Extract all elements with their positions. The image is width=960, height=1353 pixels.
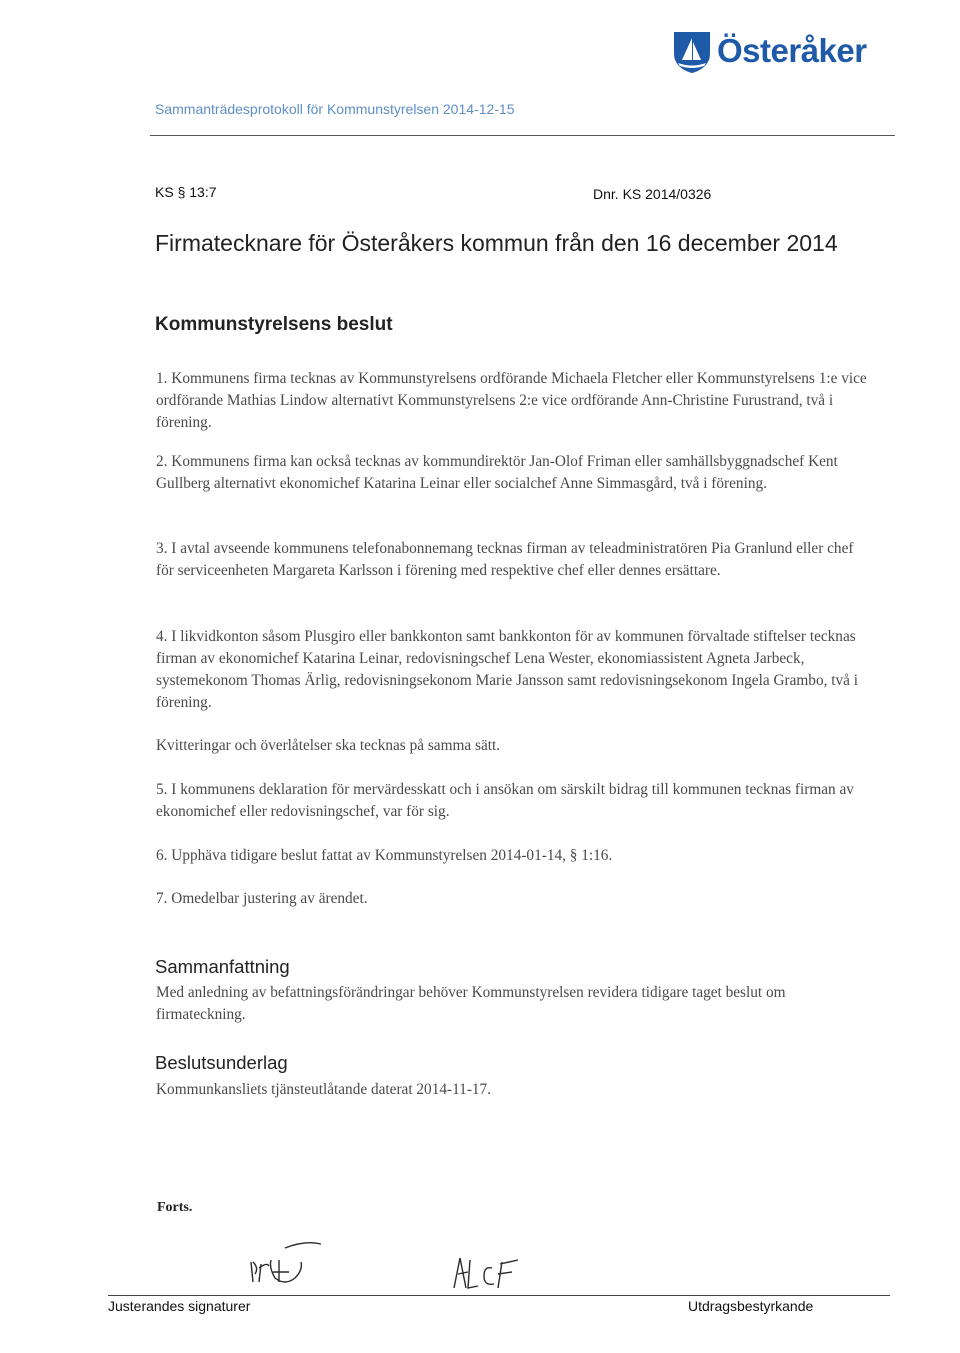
decision-item-1: 1. Kommunens firma tecknas av Kommunstyrelsens ordförande Michaela Fletcher eller Kommunstyrelsens 1:e vice ordförande Mathias Lindow alternativt Kommunstyrelsens 2:e vice ordförande Ann-Christine Furustrand, två i förening. — [156, 370, 867, 431]
logo-wordmark: Österåker — [717, 32, 867, 69]
protocol-header: Sammanträdesprotokoll för Kommunstyrelsen 2014-12-15 — [155, 101, 515, 117]
signature-initials-2 — [448, 1252, 528, 1292]
decision-heading: Kommunstyrelsens beslut — [155, 314, 393, 335]
footer-divider — [108, 1295, 890, 1296]
decision-item-4: 4. I likvidkonton såsom Plusgiro eller bankkonton samt bankkonton för av kommunen förvaltade stiftelser tecknas firman av ekonomichef Katarina Leinar, redovisningschef Lena Wester, ekonomiassistent Agneta Jarbeck, systemekonom Thomas Ärlig, redovisningsekonom Marie Jansson samt redovisningsekonom Ingela Grambo, två i förening. — [156, 628, 858, 711]
summary-text: Med anledning av befattningsförändringar behöver Kommunstyrelsen revidera tidigare taget beslut om firmateckning. — [156, 984, 786, 1023]
basis-heading: Beslutsunderlag — [155, 1052, 288, 1073]
basis-text: Kommunkansliets tjänsteutlåtande daterat 2014-11-17. — [156, 1081, 492, 1098]
header-divider — [150, 135, 895, 136]
extract-label: Utdragsbestyrkande — [688, 1298, 814, 1314]
decision-item-6: 6. Upphäva tidigare beslut fattat av Kommunstyrelsen 2014-01-14, § 1:16. — [156, 847, 613, 864]
osteraker-logo — [672, 30, 882, 76]
continues-note: Forts. — [157, 1200, 193, 1215]
summary-heading: Sammanfattning — [155, 956, 290, 977]
diary-number: Dnr. KS 2014/0326 — [593, 186, 712, 202]
signatures-label: Justerandes signaturer — [108, 1298, 251, 1314]
decision-item-receipts: Kvitteringar och överlåtelser ska tecknas på samma sätt. — [156, 737, 501, 754]
decision-item-2: 2. Kommunens firma kan också tecknas av kommundirektör Jan-Olof Friman eller samhällsbyggnadschef Kent Gullberg alternativt ekonomichef Katarina Leinar eller socialchef Anne Simmasgård, två i förening. — [156, 453, 838, 492]
shield-boat-icon — [672, 30, 712, 74]
decision-item-7: 7. Omedelbar justering av ärendet. — [156, 890, 368, 907]
page-title: Firmatecknare för Österåkers kommun från den 16 december 2014 — [155, 230, 838, 256]
signature-initials-1 — [245, 1238, 325, 1290]
decision-item-5: 5. I kommunens deklaration för mervärdesskatt och i ansökan om särskilt bidrag till kommunen tecknas firman av ekonomichef eller redovisningschef, var för sig. — [156, 781, 854, 820]
decision-item-3: 3. I avtal avseende kommunens telefonabonnemang tecknas firman av teleadministratören Pia Granlund eller chef för serviceenheten Margareta Karlsson i förening med respektive chef eller dennes ersättare. — [156, 540, 854, 579]
case-reference: KS § 13:7 — [155, 184, 217, 200]
